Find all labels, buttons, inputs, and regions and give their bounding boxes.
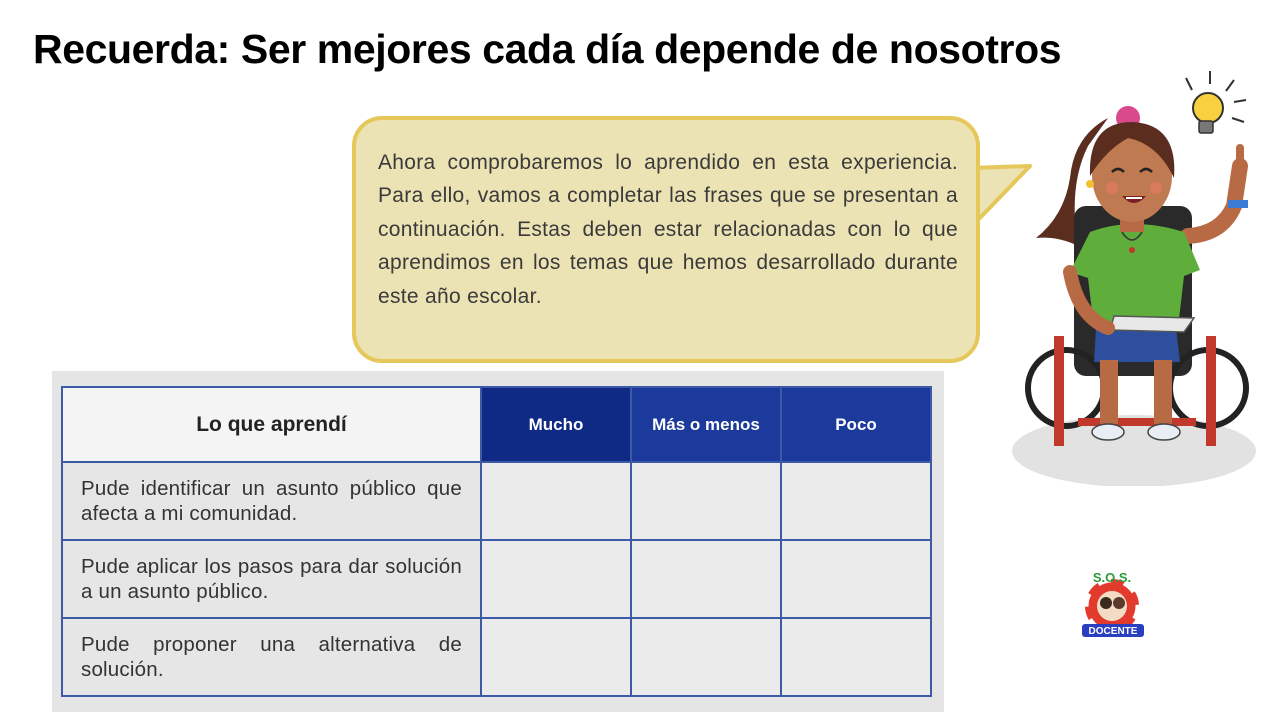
cell-mas-o-menos[interactable] (631, 462, 781, 540)
speech-bubble-text: Ahora comprobaremos lo aprendido en esta experiencia. Para ello, vamos a completar las frases que se presentan a continuación. Estas deben estar relacionadas con lo que aprendimos en los temas que hemos desarrollado durante este año escolar. (378, 151, 958, 308)
table-header-row (62, 387, 931, 462)
logo-top-text: S.O.S. (1092, 570, 1132, 585)
slide-title: Recuerda: Ser mejores cada día depende de nosotros (33, 26, 1062, 72)
table-row (62, 462, 931, 540)
cell-mucho[interactable] (481, 462, 631, 540)
cell-poco[interactable] (781, 540, 931, 618)
table-row (62, 618, 931, 696)
cell-mas-o-menos[interactable] (631, 618, 781, 696)
cell-mucho[interactable] (481, 618, 631, 696)
header-mucho: Mucho (481, 387, 631, 462)
sos-docente-logo (1076, 568, 1150, 644)
self-evaluation-panel (52, 371, 944, 712)
criterion-cell: Pude identificar un asunto público que afecta a mi comunidad. (62, 462, 481, 540)
criterion-cell: Pude aplicar los pasos para dar solución a un asunto público. (62, 540, 481, 618)
cell-poco[interactable] (781, 462, 931, 540)
criterion-cell: Pude proponer una alternativa de solución. (62, 618, 481, 696)
girl-wheelchair-illustration (1008, 66, 1258, 486)
header-lo-que-aprendi: Lo que aprendí (62, 387, 481, 462)
cell-mas-o-menos[interactable] (631, 540, 781, 618)
cell-mucho[interactable] (481, 540, 631, 618)
table-row (62, 540, 931, 618)
cell-poco[interactable] (781, 618, 931, 696)
speech-bubble (352, 116, 980, 363)
self-evaluation-table (61, 386, 932, 697)
light-bulb-icon (1186, 71, 1246, 133)
logo-bottom-text: DOCENTE (1088, 626, 1138, 637)
header-poco: Poco (781, 387, 931, 462)
header-mas-o-menos: Más o menos (631, 387, 781, 462)
